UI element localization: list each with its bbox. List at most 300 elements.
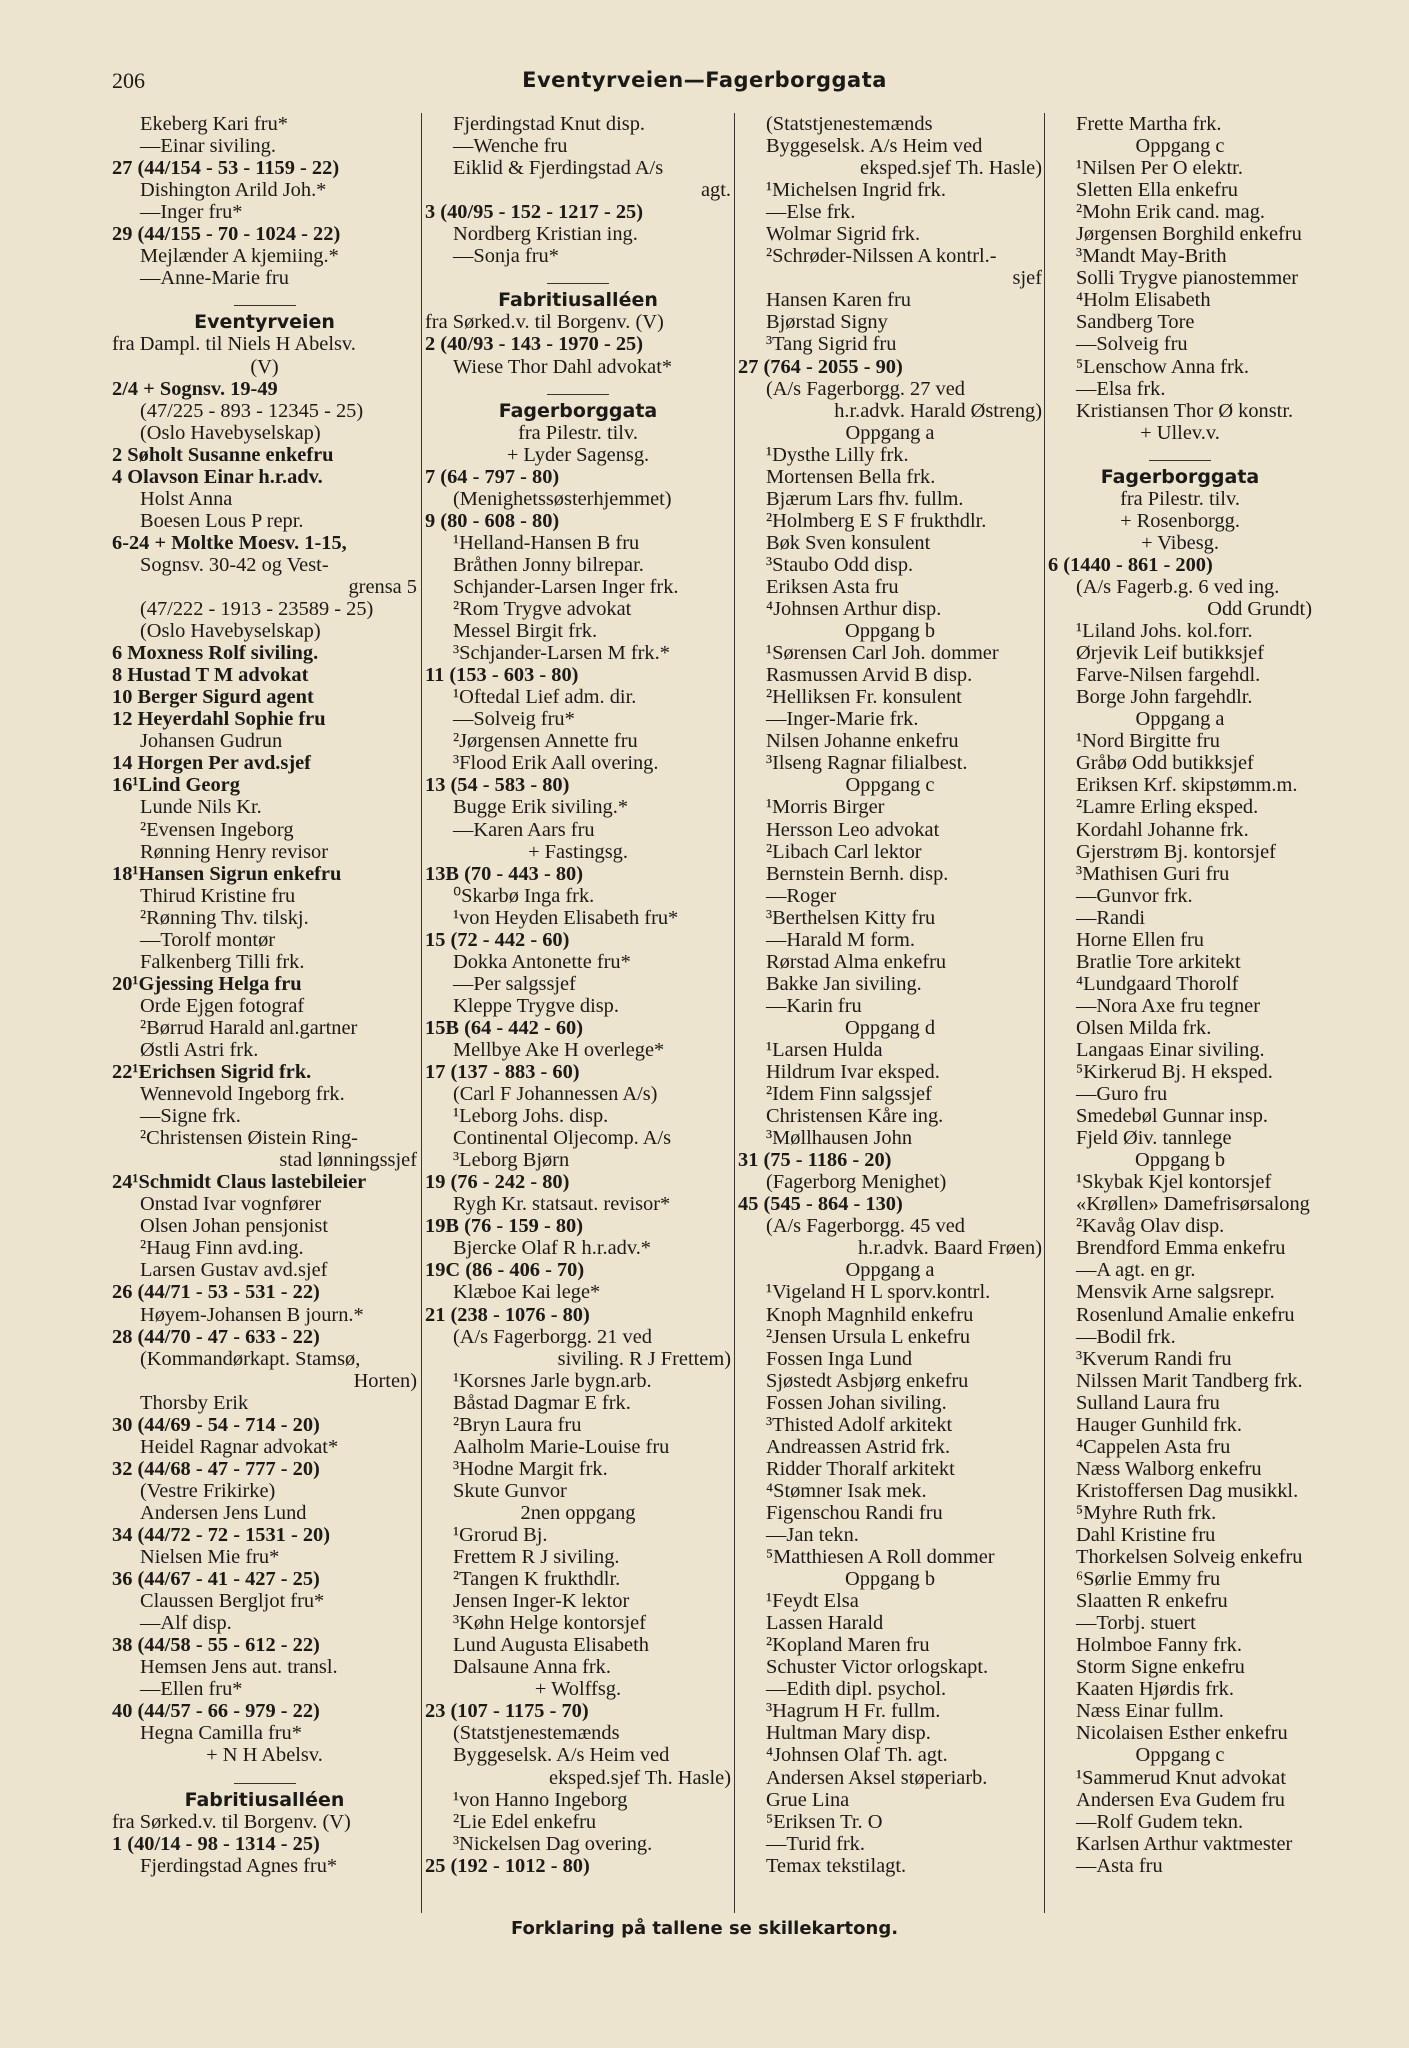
directory-line: Bakke Jan siviling. [766, 972, 922, 995]
directory-line: (Statstjenestemænds [453, 1722, 620, 1745]
directory-line: ¹Helland-Hansen B fru [453, 531, 640, 554]
directory-line: Dokka Antonette fru* [453, 950, 631, 973]
directory-line: —Wenche fru [453, 135, 568, 158]
directory-line: ³Ilseng Ragnar filialbest. [766, 752, 968, 775]
directory-line: Holmboe Fanny frk. [1076, 1634, 1242, 1657]
directory-line: —Inger-Marie frk. [766, 708, 919, 731]
house-entry: 17 (137 - 883 - 60) [425, 1061, 580, 1084]
directory-line: Ekeberg Kari fru* [140, 113, 288, 135]
directory-line: ³Kverum Randi fru [1076, 1347, 1232, 1370]
directory-line: ²Evensen Ingeborg [140, 818, 294, 841]
directory-line: ¹Korsnes Jarle bygn.arb. [453, 1369, 652, 1392]
directory-line: Bjørstad Signy [766, 311, 888, 334]
directory-line [425, 378, 731, 400]
directory-line: Oppgang a [845, 421, 935, 444]
house-entry: 26 (44/71 - 53 - 531 - 22) [112, 1281, 320, 1304]
directory-line: Rørstad Alma enkefru [766, 950, 947, 973]
directory-line: ⁰Skarbø Inga frk. [453, 884, 595, 907]
house-entry: 11 (153 - 603 - 80) [425, 664, 579, 687]
directory-line: ¹Grorud Bj. [453, 1524, 548, 1546]
directory-line: fra Sørked.v. til Borgenv. (V) [425, 311, 664, 334]
directory-line: Hansen Karen fru [766, 289, 911, 312]
directory-line: fra Dampl. til Niels H Abelsv. [112, 333, 356, 356]
directory-line: Hegna Camilla fru* [140, 1722, 302, 1745]
directory-line: —Solveig fru [1076, 333, 1188, 356]
directory-line: ¹Oftedal Lief adm. dir. [453, 686, 637, 709]
directory-line: Hersson Leo advokat [766, 818, 940, 841]
directory-line: —Alf disp. [140, 1612, 232, 1635]
directory-line: Høyem-Johansen B journ.* [140, 1303, 364, 1326]
directory-line: + Vibesg. [1141, 531, 1219, 554]
directory-line: Oppgang b [844, 1568, 936, 1591]
directory-line: ³Hodne Margit frk. [453, 1457, 608, 1480]
directory-line: —Roger [766, 884, 837, 907]
page-number: 206 [112, 68, 145, 93]
directory-line: fra Sørked.v. til Borgenv. (V) [112, 1810, 351, 1833]
house-entry: 23 (107 - 1175 - 70) [425, 1700, 589, 1723]
directory-line: Andersen Eva Gudem fru [1076, 1788, 1285, 1811]
directory-line: Messel Birgit frk. [453, 620, 598, 643]
directory-line: ²Lie Edel enkefru [453, 1810, 597, 1833]
house-entry: 36 (44/67 - 41 - 427 - 25) [112, 1568, 320, 1591]
directory-line: Lunde Nils Kr. [140, 796, 262, 819]
directory-line: Sulland Laura fru [1076, 1391, 1220, 1414]
directory-line: ²Jørgensen Annette fru [453, 730, 638, 753]
directory-line: Grue Lina [766, 1788, 850, 1811]
directory-line: ³Nickelsen Dag overing. [453, 1832, 653, 1855]
directory-line: ¹Vigeland H L sporv.kontrl. [766, 1281, 991, 1304]
directory-line: 2nen oppgang [520, 1501, 636, 1524]
directory-line: ³Thisted Adolf arkitekt [766, 1413, 953, 1436]
directory-line: Brendford Emma enkefru [1076, 1237, 1286, 1260]
directory-line: ¹Leborg Johs. disp. [453, 1105, 609, 1128]
directory-line: Ridder Thoralf arkitekt [766, 1457, 955, 1480]
directory-line: (Kommandørkapt. Stamsø, [140, 1347, 361, 1370]
directory-line: ³Møllhausen John [766, 1127, 913, 1150]
directory-line: —Einar siviling. [140, 135, 276, 158]
directory-line: agt. [700, 179, 731, 202]
directory-line: Dalsaune Anna frk. [453, 1656, 611, 1679]
footer-note: Forklaring på tallene se skillekartong. [510, 1918, 899, 1939]
directory-line: ¹Nilsen Per O elektr. [1076, 157, 1243, 180]
directory-line: Fjerdingstad Knut disp. [453, 113, 646, 135]
directory-line: —Elsa frk. [1076, 377, 1166, 400]
directory-line: Wiese Thor Dahl advokat* [453, 355, 673, 378]
directory-line: ¹von Hanno Ingeborg [453, 1788, 628, 1811]
directory-line: ⁴Holm Elisabeth [1076, 289, 1211, 312]
directory-line: ⁴Stømner Isak mek. [766, 1479, 927, 1502]
directory-line: Oppgang d [844, 1016, 936, 1039]
directory-line: ¹Feydt Elsa [766, 1590, 859, 1613]
directory-line: + Lyder Sagensg. [506, 443, 650, 466]
directory-line: (V) [250, 355, 279, 378]
house-entry: 19 (76 - 242 - 80) [425, 1171, 570, 1194]
directory-line: (Oslo Havebyselskap) [140, 421, 321, 444]
directory-line: (Vestre Frikirke) [140, 1479, 276, 1502]
directory-line: —Torbj. stuert [1076, 1612, 1196, 1635]
house-entry: 6-24 + Moltke Moesv. 1-15, [112, 531, 347, 554]
house-entry: 12 Heyerdahl Sophie fru [112, 708, 326, 731]
house-entry: 30 (44/69 - 54 - 714 - 20) [112, 1413, 320, 1436]
directory-column-1 [112, 113, 417, 1913]
directory-line: + Ullev.v. [1140, 421, 1220, 444]
directory-line: ²Mohn Erik cand. mag. [1076, 201, 1266, 224]
directory-line: Horne Ellen fru [1076, 928, 1204, 951]
house-entry: 10 Berger Sigurd agent [112, 686, 314, 709]
directory-line: Smedebøl Gunnar insp. [1076, 1105, 1268, 1128]
house-entry: 32 (44/68 - 47 - 777 - 20) [112, 1457, 320, 1480]
directory-line: Rosenlund Amalie enkefru [1076, 1303, 1295, 1326]
house-entry: 13 (54 - 583 - 80) [425, 774, 570, 797]
directory-line: Oppgang c [1135, 1744, 1225, 1767]
directory-line: + Fastingsg. [528, 840, 628, 863]
house-entry: 29 (44/155 - 70 - 1024 - 22) [112, 223, 341, 246]
directory-line: Borge John fargehdlr. [1076, 686, 1253, 709]
house-entry: 14 Horgen Per avd.sjef [112, 752, 311, 775]
directory-line: ²Libach Carl lektor [766, 840, 922, 863]
directory-line: Lund Augusta Elisabeth [453, 1634, 649, 1657]
house-entry: 2 (40/93 - 143 - 1970 - 25) [425, 333, 644, 356]
directory-line: ³Køhn Helge kontorsjef [453, 1612, 646, 1635]
directory-line: ³Hagrum H Fr. fullm. [766, 1700, 941, 1723]
house-entry: 2/4 + Sognsv. 19-49 [112, 377, 278, 400]
directory-line: sjef [1012, 267, 1042, 290]
directory-line: Næss Einar fullm. [1076, 1700, 1224, 1723]
column-rule [734, 113, 735, 1913]
directory-line: Fossen Johan siviling. [766, 1391, 947, 1414]
directory-line: —Bodil frk. [1076, 1325, 1176, 1348]
directory-line: (A/s Fagerborgg. 27 ved [766, 377, 965, 400]
directory-line: ¹Liland Johs. kol.forr. [1076, 620, 1253, 643]
directory-line [112, 1767, 417, 1789]
house-entry: 22¹Erichsen Sigrid frk. [112, 1061, 312, 1084]
directory-line: —Anne-Marie fru [140, 267, 289, 290]
column-rule [421, 113, 422, 1913]
directory-line: ⁴Johnsen Olaf Th. agt. [766, 1744, 948, 1767]
directory-line: —A agt. en gr. [1076, 1259, 1196, 1282]
directory-line: —Inger fru* [140, 201, 243, 224]
directory-line: ²Rønning Thv. tilskj. [140, 906, 309, 929]
directory-line: Heidel Ragnar advokat* [140, 1435, 339, 1458]
directory-line: Mellbye Ake H overlege* [453, 1038, 665, 1061]
directory-line: —Turid frk. [766, 1832, 865, 1855]
directory-line [112, 289, 417, 311]
directory-line: Schuster Victor orlogskapt. [766, 1656, 989, 1679]
directory-line: ¹Skybak Kjel kontorsjef [1076, 1171, 1272, 1194]
directory-line: Sognsv. 30-42 og Vest- [140, 553, 329, 576]
directory-line: ²Helliksen Fr. konsulent [766, 686, 962, 709]
directory-line [1048, 444, 1312, 466]
directory-line: ⁵Matthiesen A Roll dommer [766, 1546, 995, 1569]
directory-line: —Sonja fru* [453, 245, 559, 268]
directory-line: Jørgensen Borghild enkefru [1076, 223, 1302, 246]
house-entry: 6 (1440 - 861 - 200) [1048, 553, 1213, 576]
directory-line: Eriksen Asta fru [766, 575, 899, 598]
directory-line: + N H Abelsv. [206, 1744, 323, 1767]
directory-line: Nielsen Mie fru* [140, 1546, 280, 1569]
directory-line: ³Schjander-Larsen M frk.* [453, 642, 670, 665]
directory-line: Andersen Aksel støperiarb. [766, 1766, 988, 1789]
directory-line: ³Mathisen Guri fru [1076, 862, 1230, 885]
directory-line: ⁵Myhre Ruth frk. [1076, 1501, 1217, 1524]
directory-line: —Signe frk. [140, 1105, 241, 1128]
directory-line: Frette Martha frk. [1076, 113, 1222, 135]
directory-line: Kordahl Johanne frk. [1076, 818, 1249, 841]
directory-line: Horten) [353, 1369, 417, 1392]
directory-line: Johansen Gudrun [140, 730, 283, 753]
directory-line: Hultman Mary disp. [766, 1722, 931, 1745]
directory-line: Oppgang c [845, 774, 935, 797]
directory-line: Holst Anna [140, 487, 233, 510]
house-entry: 6 Moxness Rolf siviling. [112, 642, 319, 665]
house-entry: 27 (764 - 2055 - 90) [738, 355, 903, 378]
house-entry: 18¹Hansen Sigrun enkefru [112, 862, 342, 885]
directory-line: Schjander-Larsen Inger frk. [453, 575, 679, 598]
directory-line: —Per salgssjef [453, 972, 576, 995]
directory-line: Mejlænder A kjemiing.* [140, 245, 339, 268]
house-entry: 27 (44/154 - 53 - 1159 - 22) [112, 157, 340, 180]
directory-line: ¹Larsen Hulda [766, 1038, 883, 1061]
directory-line: Claussen Bergljot fru* [140, 1590, 325, 1613]
directory-line: ²Børrud Harald anl.gartner [140, 1016, 358, 1039]
street-heading: Eventyrveien [112, 311, 417, 333]
directory-column-2 [425, 113, 731, 1913]
directory-line: ³Flood Erik Aall overing. [453, 752, 659, 775]
directory-line: Skute Gunvor [453, 1479, 567, 1502]
directory-line: Gjerstrøm Bj. kontorsjef [1076, 840, 1276, 863]
directory-line: (47/222 - 1913 - 23589 - 25) [140, 598, 374, 621]
house-entry: 21 (238 - 1076 - 80) [425, 1303, 590, 1326]
directory-line: Olsen Milda frk. [1076, 1016, 1212, 1039]
directory-line: Langaas Einar siviling. [1076, 1038, 1265, 1061]
directory-line: Kristiansen Thor Ø konstr. [1076, 399, 1294, 422]
directory-line: Sletten Ella enkefru [1076, 179, 1238, 202]
house-entry: 1 (40/14 - 98 - 1314 - 25) [112, 1832, 320, 1855]
directory-line: Nordberg Kristian ing. [453, 223, 638, 246]
directory-line: (Fagerborg Menighet) [766, 1171, 947, 1194]
directory-line: —Randi [1076, 906, 1146, 929]
directory-line: Dishington Arild Joh.* [140, 179, 327, 202]
directory-line: Oppgang a [845, 1259, 935, 1282]
house-entry: 20¹Gjessing Helga fru [112, 972, 302, 995]
house-entry: 31 (75 - 1186 - 20) [738, 1149, 892, 1172]
directory-line: ⁴Johnsen Arthur disp. [766, 598, 942, 621]
directory-line: Sjøstedt Asbjørg enkefru [766, 1369, 969, 1392]
directory-line: Mortensen Bella frk. [766, 465, 936, 488]
house-entry: 7 (64 - 797 - 80) [425, 465, 560, 488]
directory-line: Thorsby Erik [140, 1391, 249, 1414]
street-heading: Fagerborggata [425, 400, 731, 422]
directory-line: ³Tang Sigrid fru [766, 333, 897, 356]
house-entry: 4 Olavson Einar h.r.adv. [112, 465, 323, 488]
directory-line: Larsen Gustav avd.sjef [140, 1259, 328, 1282]
directory-line: ¹Nord Birgitte fru [1076, 730, 1220, 753]
directory-line: Fjeld Øiv. tannlege [1076, 1127, 1232, 1150]
house-entry: 24¹Schmidt Claus lastebileier [112, 1171, 367, 1194]
directory-line: Slaatten R enkefru [1076, 1590, 1228, 1613]
directory-line: Knoph Magnhild enkefru [766, 1303, 974, 1326]
directory-line: Andreassen Astrid frk. [766, 1435, 951, 1458]
directory-line: Kleppe Trygve disp. [453, 994, 619, 1017]
house-entry: 8 Hustad T M advokat [112, 664, 309, 687]
directory-line: Frettem R J siviling. [453, 1546, 620, 1569]
house-entry: 45 (545 - 864 - 130) [738, 1193, 903, 1216]
house-entry: 25 (192 - 1012 - 80) [425, 1854, 590, 1877]
directory-line: ²Kavåg Olav disp. [1076, 1215, 1225, 1238]
directory-line: Kaaten Hjørdis frk. [1076, 1678, 1234, 1701]
directory-line: Nilsen Johanne enkefru [766, 730, 959, 753]
directory-line: (Oslo Havebyselskap) [140, 620, 321, 643]
directory-line: Karlsen Arthur vaktmester [1076, 1832, 1293, 1855]
house-entry: 15B (64 - 442 - 60) [425, 1016, 584, 1039]
directory-line: Sandberg Tore [1076, 311, 1195, 334]
directory-line: ⁶Sørlie Emmy fru [1076, 1568, 1221, 1591]
house-entry: 40 (44/57 - 66 - 979 - 22) [112, 1700, 320, 1723]
street-heading: Fagerborggata [1048, 466, 1312, 488]
directory-line: Bjærum Lars fhv. fullm. [766, 487, 964, 510]
directory-line: (A/s Fagerborgg. 45 ved [766, 1215, 965, 1238]
directory-line: ²Kopland Maren fru [766, 1634, 930, 1657]
directory-line: ²Bryn Laura fru [453, 1413, 582, 1436]
directory-line: Temax tekstilagt. [766, 1854, 907, 1877]
directory-line [425, 267, 731, 289]
directory-line: eksped.sjef Th. Hasle) [549, 1766, 731, 1789]
directory-line: (47/225 - 893 - 12345 - 25) [140, 399, 364, 422]
directory-line: Båstad Dagmar E frk. [453, 1391, 631, 1414]
directory-line: ⁵Lenschow Anna frk. [1076, 355, 1250, 378]
directory-line: Wennevold Ingeborg frk. [140, 1083, 345, 1106]
directory-line: ¹Sammerud Knut advokat [1076, 1766, 1286, 1789]
directory-line: fra Pilestr. tilv. [518, 421, 638, 444]
directory-line: (Menighetssøsterhjemmet) [453, 487, 672, 510]
directory-line: Byggeselsk. A/s Heim ved [766, 135, 983, 158]
directory-line: —Rolf Gudem tekn. [1076, 1810, 1244, 1833]
directory-line: «Krøllen» Damefrisørsalong [1076, 1193, 1310, 1216]
directory-line: —Torolf montør [140, 928, 276, 951]
directory-line: Ørjevik Leif butikksjef [1076, 642, 1264, 665]
directory-line: eksped.sjef Th. Hasle) [860, 157, 1042, 180]
house-entry: 34 (44/72 - 72 - 1531 - 20) [112, 1524, 331, 1546]
running-head: Eventyrveien—Fagerborggata [522, 68, 887, 92]
directory-line: Oppgang c [1135, 135, 1225, 158]
directory-line: Lassen Harald [766, 1612, 884, 1635]
directory-line: Klæboe Kai lege* [453, 1281, 601, 1304]
directory-line: ²Idem Finn salgssjef [766, 1083, 932, 1106]
directory-line: Orde Ejgen fotograf [140, 994, 305, 1017]
directory-line: Dahl Kristine fru [1076, 1524, 1216, 1546]
house-entry: 16¹Lind Georg [112, 774, 240, 797]
directory-line: stad lønningssjef [279, 1149, 417, 1172]
directory-line: ²Lamre Erling eksped. [1076, 796, 1259, 819]
street-heading: Fabritiusalléen [112, 1789, 417, 1811]
directory-line: Fjerdingstad Agnes fru* [140, 1854, 338, 1877]
house-entry: 28 (44/70 - 47 - 633 - 22) [112, 1325, 320, 1348]
directory-line: Hemsen Jens aut. transl. [140, 1656, 338, 1679]
directory-line: (A/s Fagerborgg. 21 ved [453, 1325, 652, 1348]
directory-line: ²Rom Trygve advokat [453, 598, 632, 621]
directory-line: ³Berthelsen Kitty fru [766, 906, 936, 929]
directory-line: Storm Signe enkefru [1076, 1656, 1245, 1679]
directory-line: h.r.advk. Harald Østreng) [834, 399, 1042, 422]
house-entry: 38 (44/58 - 55 - 612 - 22) [112, 1634, 320, 1657]
directory-line: ¹von Heyden Elisabeth fru* [453, 906, 679, 929]
directory-line: Rygh Kr. statsaut. revisor* [453, 1193, 671, 1216]
directory-line: Christensen Kåre ing. [766, 1105, 944, 1128]
directory-line: (A/s Fagerb.g. 6 ved ing. [1076, 575, 1280, 598]
directory-line: Bernstein Bernh. disp. [766, 862, 949, 885]
directory-line: Kristoffersen Dag musikkl. [1076, 1479, 1299, 1502]
directory-line: Fossen Inga Lund [766, 1347, 913, 1370]
directory-line: Nilssen Marit Tandberg frk. [1076, 1369, 1303, 1392]
street-heading: Fabritiusalléen [425, 289, 731, 311]
directory-line: —Nora Axe fru tegner [1076, 994, 1261, 1017]
directory-line: Bratlie Tore arkitekt [1076, 950, 1241, 973]
directory-line: ²Tangen K frukthdlr. [453, 1568, 621, 1591]
house-entry: 2 Søholt Susanne enkefru [112, 443, 334, 466]
column-rule [1044, 113, 1045, 1913]
directory-line: ³Mandt May-Brith [1076, 245, 1227, 268]
directory-line: Nicolaisen Esther enkefru [1076, 1722, 1288, 1745]
directory-line: siviling. R J Frettem) [557, 1347, 731, 1370]
directory-line: h.r.advk. Baard Frøen) [857, 1237, 1042, 1260]
directory-line: Bjercke Olaf R h.r.adv.* [453, 1237, 651, 1260]
directory-line: Oppgang b [1134, 1149, 1226, 1172]
directory-line: Bugge Erik siviling.* [453, 796, 629, 819]
directory-line: Østli Astri frk. [140, 1038, 259, 1061]
directory-line: —Ellen fru* [140, 1678, 243, 1701]
directory-line: ²Christensen Øistein Ring- [140, 1127, 358, 1150]
directory-line: Thirud Kristine fru [140, 884, 296, 907]
directory-line: ²Schrøder-Nilssen A kontrl.- [766, 245, 997, 268]
directory-line: ⁵Eriksen Tr. O [766, 1810, 883, 1833]
directory-line: Continental Oljecomp. A/s [453, 1127, 672, 1150]
directory-line: + Wolffsg. [534, 1678, 622, 1701]
directory-line: ¹Michelsen Ingrid frk. [766, 179, 946, 202]
directory-line: Eriksen Krf. skipstømm.m. [1076, 774, 1298, 797]
directory-line: Andersen Jens Lund [140, 1501, 307, 1524]
directory-line: Rønning Henry revisor [140, 840, 329, 863]
directory-line: —Edith dipl. psychol. [766, 1678, 947, 1701]
directory-line: —Solveig fru* [453, 708, 575, 731]
directory-line: fra Pilestr. tilv. [1120, 487, 1240, 510]
house-entry: 9 (80 - 608 - 80) [425, 509, 560, 532]
directory-line: —Harald M form. [766, 928, 915, 951]
directory-line: Mensvik Arne salgsrepr. [1076, 1281, 1275, 1304]
directory-line: ²Holmberg E S F frukthdlr. [766, 509, 987, 532]
directory-line: Falkenberg Tilli frk. [140, 950, 305, 973]
directory-line: ²Haug Finn avd.ing. [140, 1237, 304, 1260]
directory-line: ²Jensen Ursula L enkefru [766, 1325, 971, 1348]
directory-line: + Rosenborgg. [1120, 509, 1240, 532]
directory-line: Rasmussen Arvid B disp. [766, 664, 973, 687]
directory-line: Eiklid & Fjerdingstad A/s [453, 157, 664, 180]
directory-line: Aalholm Marie-Louise fru [453, 1435, 670, 1458]
directory-line: Næss Walborg enkefru [1076, 1457, 1262, 1480]
directory-line: Farve-Nilsen fargehdl. [1076, 664, 1261, 687]
directory-line: Figenschou Randi fru [766, 1501, 943, 1524]
directory-line: ³Staubo Odd disp. [766, 553, 914, 576]
house-entry: 19C (86 - 406 - 70) [425, 1259, 585, 1282]
directory-line: Thorkelsen Solveig enkefru [1076, 1546, 1303, 1569]
directory-column-4 [1048, 113, 1312, 1913]
directory-line: Hauger Gunhild frk. [1076, 1413, 1242, 1436]
directory-line: —Karen Aars fru [453, 818, 595, 841]
house-entry: 19B (76 - 159 - 80) [425, 1215, 584, 1238]
directory-line: Jensen Inger-K lektor [453, 1590, 630, 1613]
directory-line: ³Leborg Bjørn [453, 1149, 570, 1172]
directory-line: Bråthen Jonny bilrepar. [453, 553, 644, 576]
directory-line: —Gunvor frk. [1076, 884, 1193, 907]
